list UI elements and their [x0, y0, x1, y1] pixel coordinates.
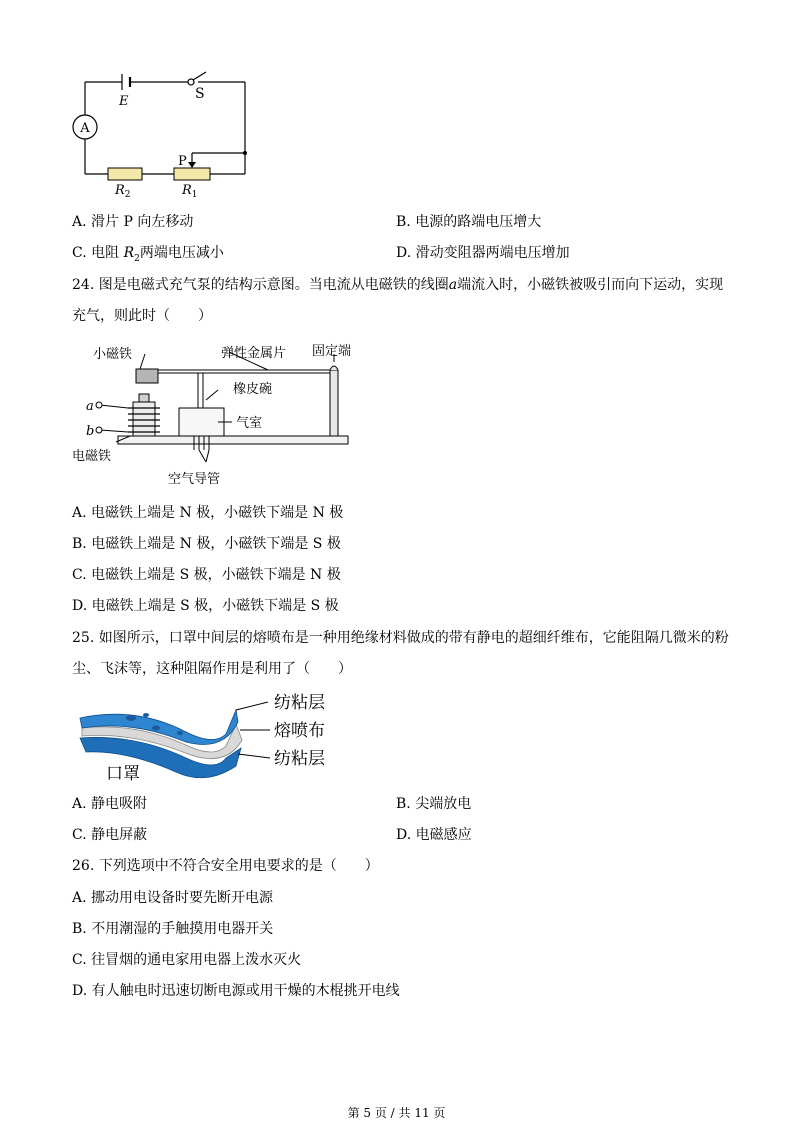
q24-option-d: D. 电磁铁上端是 S 极，小磁铁下端是 S 极 [72, 598, 339, 614]
slider-label: P [178, 154, 187, 169]
label-air-tube: 空气导管 [168, 472, 221, 487]
label-middle-layer: 熔喷布 [274, 721, 325, 741]
q24-option-c: C. 电磁铁上端是 S 极，小磁铁下端是 N 极 [72, 567, 341, 583]
label-terminal-b: b [86, 424, 95, 439]
circuit-diagram [70, 62, 260, 202]
label-fixed-end: 固定端 [312, 344, 352, 359]
q25-option-c: C. 静电屏蔽 [72, 827, 148, 843]
q23-option-d: D. 滑动变阻器两端电压增加 [396, 245, 570, 261]
q26-stem: 26. 下列选项中不符合安全用电要求的是（ ） [72, 858, 379, 874]
label-air-chamber: 气室 [236, 416, 263, 431]
q25-option-b: B. 尖端放电 [396, 796, 472, 812]
q26-option-d: D. 有人触电时迅速切断电源或用干燥的木棍挑开电线 [72, 983, 400, 999]
q26-option-c: C. 往冒烟的通电家用电器上泼水灭火 [72, 952, 302, 968]
label-mask: 口罩 [106, 764, 140, 784]
battery-label: E [119, 94, 129, 109]
label-terminal-a: a [86, 399, 94, 414]
q25-option-d: D. 电磁感应 [396, 827, 472, 843]
resistor-r2-label: $R_2$ [115, 183, 131, 200]
air-pump-diagram [68, 338, 368, 493]
q23-option-b: B. 电源的路端电压增大 [396, 214, 542, 230]
q26-option-b: B. 不用潮湿的手触摸用电器开关 [72, 921, 274, 937]
q25-option-a: A. 静电吸附 [72, 796, 148, 812]
label-rubber-bowl: 橡皮碗 [233, 382, 273, 397]
q23-option-c: C. 电阻 $R_2$两端电压减小 [72, 245, 224, 264]
label-small-magnet: 小磁铁 [93, 347, 133, 362]
label-spring-sheet: 弹性金属片 [221, 346, 287, 361]
q24-stem-line2: 充气，则此时（ ） [72, 308, 212, 324]
q24-stem-line1: 24. 图是电磁式充气泵的结构示意图。当电流从电磁铁的线圈a端流入时，小磁铁被吸引而向下运动，实现 [72, 277, 724, 293]
q24-option-b: B. 电磁铁上端是 N 极，小磁铁下端是 S 极 [72, 536, 341, 552]
q23-option-a: A. 滑片 P 向左移动 [72, 214, 194, 230]
label-electromagnet: 电磁铁 [72, 449, 112, 464]
page-footer: 第 5 页 / 共 11 页 [347, 1106, 446, 1120]
mask-layers-diagram [76, 688, 346, 788]
q25-stem-line1: 25. 如图所示，口罩中间层的熔喷布是一种用绝缘材料做成的带有静电的超细纤维布，它能阻隔几微米的粉 [72, 630, 729, 646]
q26-option-a: A. 挪动用电设备时要先断开电源 [72, 890, 274, 906]
label-top-layer: 纺粘层 [274, 693, 325, 713]
switch-label: S [195, 86, 205, 102]
resistor-r1-label: $R_1$ [182, 183, 198, 200]
q25-stem-line2: 尘、飞沫等，这种阻隔作用是利用了（ ） [72, 661, 352, 677]
ammeter-label: A [80, 121, 90, 136]
q24-option-a: A. 电磁铁上端是 N 极，小磁铁下端是 N 极 [72, 505, 344, 521]
label-bottom-layer: 纺粘层 [274, 749, 325, 769]
